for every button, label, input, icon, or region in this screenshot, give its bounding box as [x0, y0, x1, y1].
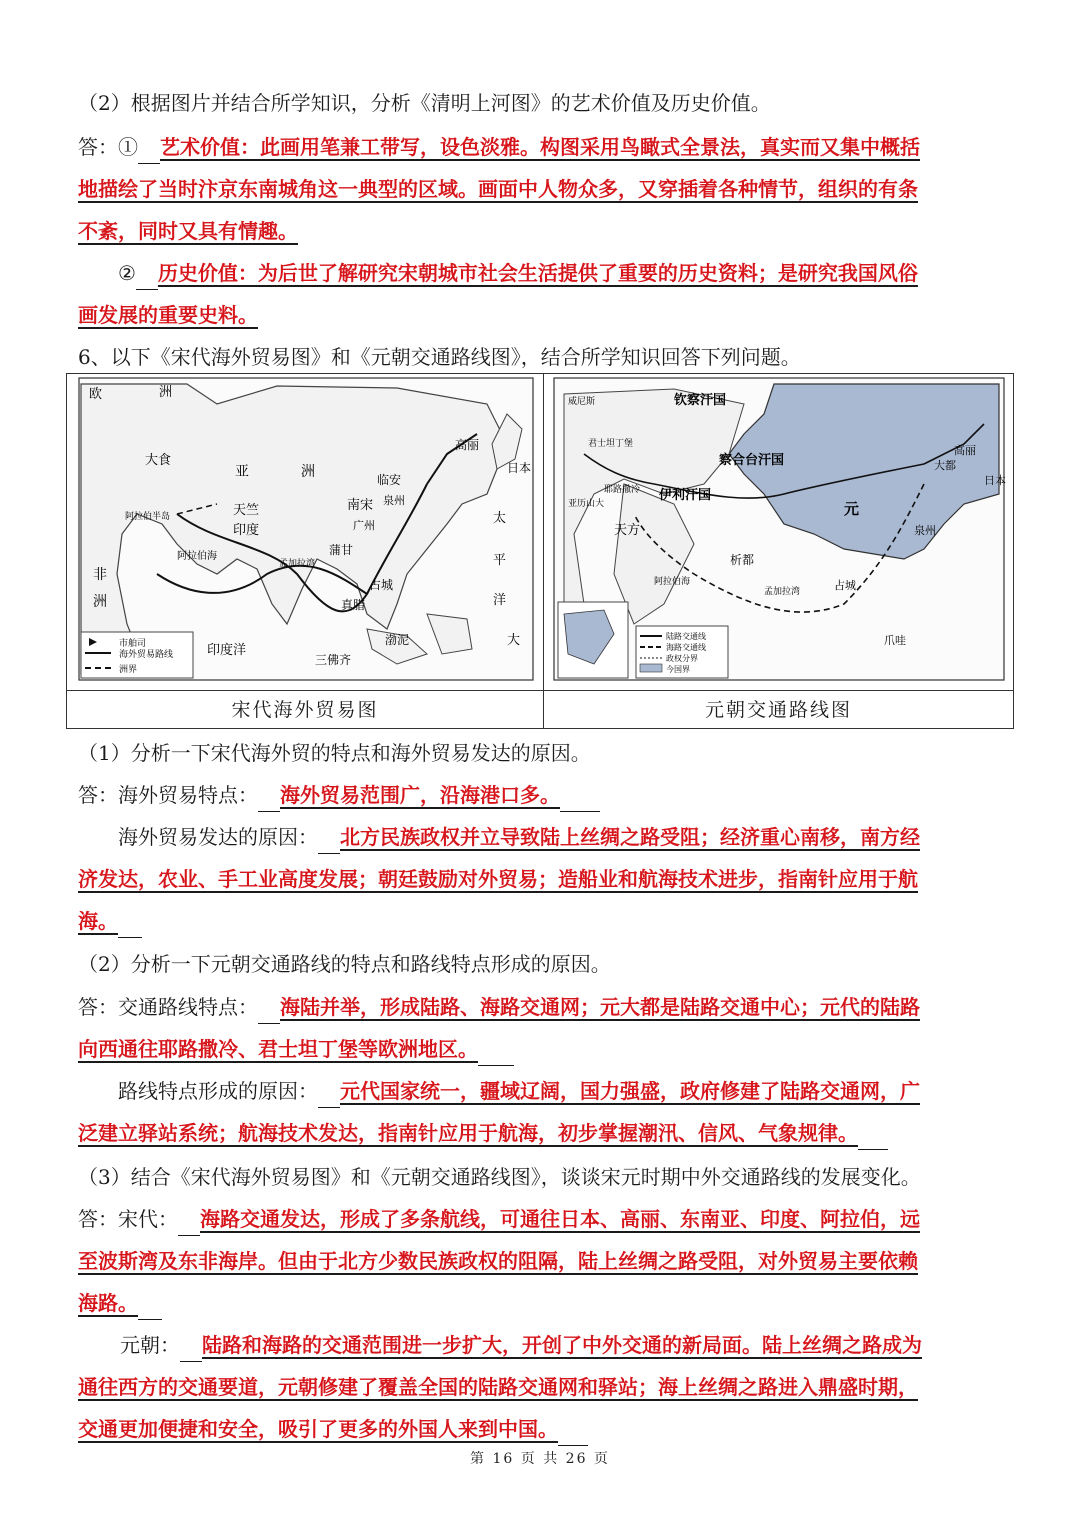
route-feature-line-1 [78, 990, 1004, 1024]
map-label: 天方 [614, 523, 641, 538]
map-label: 洲 [93, 594, 107, 610]
route-feature-label: 答：交通路线特点： [78, 995, 258, 1019]
route-feature-line-2 [78, 1032, 1004, 1066]
trade-feature-label: 答：海外贸易特点： [78, 783, 258, 807]
map-label: 阿拉伯半岛 [125, 512, 171, 522]
map-label: 阿拉伯海 [654, 577, 691, 587]
yuan-route-map [544, 374, 1013, 690]
question-6-1: （1）分析一下宋代海外贸的特点和海外贸易发达的原因。 [78, 741, 591, 765]
map-label: 威尼斯 [568, 397, 596, 407]
map-label: 钦察汗国 [674, 393, 727, 408]
map-label: 洲 [301, 464, 315, 480]
song-label: 答：宋代： [78, 1207, 178, 1231]
yuan-answer-3: 交通更加便捷和安全，吸引了更多的外国人来到中国。 [78, 1417, 558, 1441]
map-label: 亚 [235, 464, 249, 480]
map-label: 阿拉伯海 [177, 551, 217, 562]
map-label: 泉州 [383, 494, 405, 507]
answer-art-line-1 [78, 130, 1004, 164]
map-label: 渤泥 [385, 633, 410, 647]
yuan-answer-1: 陆路和海路的交通范围进一步扩大，开创了中外交通的新局面。陆上丝绸之路成为 [202, 1333, 922, 1357]
legend-label: 今国界 [666, 665, 690, 674]
map-label: 大食 [145, 453, 172, 468]
yuan-map-svg [544, 374, 1013, 690]
trade-feature: 海外贸易范围广，沿海港口多。 [280, 783, 560, 807]
legend-label: 市舶司 [119, 639, 147, 649]
route-feature-2: 向西通往耶路撒冷、君士坦丁堡等欧洲地区。 [78, 1037, 478, 1061]
map-label: 耶路撒冷 [604, 485, 641, 495]
map-label: 欧 [89, 387, 103, 402]
caption-row [67, 690, 1013, 728]
hist-value-2: 画发展的重要史料。 [78, 303, 258, 327]
map-label: 亚历山大 [568, 499, 605, 509]
map-label: 高丽 [954, 444, 976, 457]
route-feature-1: 海陆并举，形成陆路、海路交通网；元大都是陆路交通中心；元代的陆路 [280, 995, 920, 1019]
map-label: 南宋 [347, 498, 374, 513]
song-answer-1: 海路交通发达，形成了多条航线，可通往日本、高丽、东南亚、印度、阿拉伯，远 [200, 1207, 920, 1231]
map-label: 析都 [730, 553, 755, 567]
yuan-map-caption: 元朝交通路线图 [704, 699, 852, 721]
map-label: 洋 [493, 593, 507, 608]
legend-label: 海路交通线 [666, 643, 706, 652]
legend-label: 陆路交通线 [666, 632, 706, 641]
song-map-caption: 宋代海外贸易图 [67, 691, 544, 729]
answer-art-line-2 [78, 172, 1004, 206]
yuan-label: 元朝： [120, 1333, 180, 1357]
page-footer: 第 16 页 共 26 页 [470, 1451, 610, 1467]
map-label: 非 [93, 567, 107, 583]
route-reason-2: 泛建立驿站系统；航海技术发达，指南针应用于航海，初步掌握潮汛、信风、气象规律。 [78, 1121, 858, 1145]
circle-2: ② [118, 261, 136, 285]
question-6-3: （3）结合《宋代海外贸易图》和《元朝交通路线图》，谈谈宋元时期中外交通路线的发展变化。 [78, 1165, 921, 1189]
map-label: 高丽 [455, 438, 480, 452]
trade-reason-1: 北方民族政权并立导致陆上丝绸之路受阻；经济重心南移，南方经 [340, 825, 920, 849]
yuan-answer-line-3 [78, 1412, 1004, 1446]
map-label: 占城 [834, 579, 856, 592]
trade-reason-line-1 [118, 820, 1004, 854]
map-label: 广州 [353, 519, 375, 532]
map-label: 爪哇 [884, 634, 906, 647]
map-label: 泉州 [914, 524, 936, 537]
map-label: 孟加拉湾 [279, 559, 316, 569]
map-label: 太 [493, 511, 507, 526]
map-label: 大 [507, 633, 521, 648]
trade-reason-label: 海外贸易发达的原因： [118, 825, 318, 849]
map-label: 天竺 [233, 503, 260, 518]
map-label: 占城 [369, 578, 394, 592]
song-answer-2: 至波斯湾及东非海岸。但由于北方少数民族政权的阻隔，陆上丝绸之路受阻，对外贸易主要依赖 [78, 1249, 918, 1273]
yuan-answer-line-2 [78, 1370, 1004, 1404]
song-answer-line-1 [78, 1202, 1004, 1236]
map-label: 临安 [377, 473, 402, 487]
song-answer-line-3 [78, 1286, 1004, 1320]
yuan-answer-2: 通往西方的交通要道，元朝修建了覆盖全国的陆路交通网和驿站；海上丝绸之路进入鼎盛时期， [78, 1375, 918, 1399]
map-label: 君士坦丁堡 [588, 439, 634, 449]
art-value-2: 地描绘了当时汴京东南城角这一典型的区域。画面中人物众多，又穿插着各种情节，组织的有条 [78, 177, 918, 201]
route-reason-1: 元代国家统一，疆域辽阔，国力强盛，政府修建了陆路交通网，广 [340, 1079, 920, 1103]
map-label: 洲 [159, 385, 173, 400]
trade-reason-2: 济发达，农业、手工业高度发展；朝廷鼓励对外贸易；造船业和航海技术进步，指南针应用于航 [78, 867, 918, 891]
map-label: 日本 [507, 461, 532, 475]
legend-label: 海外贸易路线 [119, 650, 174, 660]
song-map-svg [67, 374, 544, 690]
map-label: 大都 [934, 459, 956, 472]
answer-prefix: 答：① [78, 135, 138, 159]
hist-value-1: 历史价值：为后世了解研究宋朝城市社会生活提供了重要的历史资料；是研究我国风俗 [157, 261, 918, 285]
trade-reason-line-3 [78, 904, 1004, 938]
question-2: （2）根据图片并结合所学知识，分析《清明上河图》的艺术价值及历史价值。 [78, 91, 771, 115]
song-answer-3: 海路。 [78, 1291, 138, 1315]
answer-hist-line-1 [118, 256, 1004, 290]
question-6-2: （2）分析一下元朝交通路线的特点和路线特点形成的原因。 [78, 952, 611, 976]
map-label: 平 [493, 553, 507, 568]
map-label: 孟加拉湾 [764, 587, 801, 597]
trade-reason-3: 海。 [78, 909, 118, 933]
trade-reason-line-2 [78, 862, 1004, 896]
map-label: 伊利汗国 [659, 488, 712, 503]
question-6-intro: 6、以下《宋代海外贸易图》和《元朝交通路线图》，结合所学知识回答下列问题。 [78, 345, 801, 369]
map-label: 日本 [984, 474, 1006, 487]
map-table [66, 373, 1014, 729]
answer-art-line-3 [78, 214, 1004, 248]
map-label: 蒲甘 [329, 543, 354, 557]
map-label: 察合台汗国 [719, 453, 785, 468]
route-reason-line-1 [118, 1074, 1004, 1108]
answer-hist-line-2 [78, 298, 1004, 332]
map-label: 印度 [233, 523, 260, 538]
art-value-1: 艺术价值：此画用笔兼工带写，设色淡雅。构图采用鸟瞰式全景法，真实而又集中概括 [160, 135, 920, 159]
art-value-3: 不紊，同时又具有情趣。 [78, 219, 298, 243]
song-answer-line-2 [78, 1244, 1004, 1278]
song-trade-map [67, 374, 544, 690]
map-label: 印度洋 [207, 643, 247, 658]
yuan-answer-line-1 [120, 1328, 1004, 1362]
map-label: 真腊 [341, 598, 366, 612]
map-label: 三佛齐 [315, 653, 352, 667]
route-reason-line-2 [78, 1116, 1004, 1150]
trade-feature-line [78, 778, 1004, 812]
legend-label: 洲界 [119, 665, 138, 675]
route-reason-label: 路线特点形成的原因： [118, 1079, 318, 1103]
map-label: 元 [844, 500, 860, 518]
legend-label: 政权分界 [666, 654, 698, 663]
